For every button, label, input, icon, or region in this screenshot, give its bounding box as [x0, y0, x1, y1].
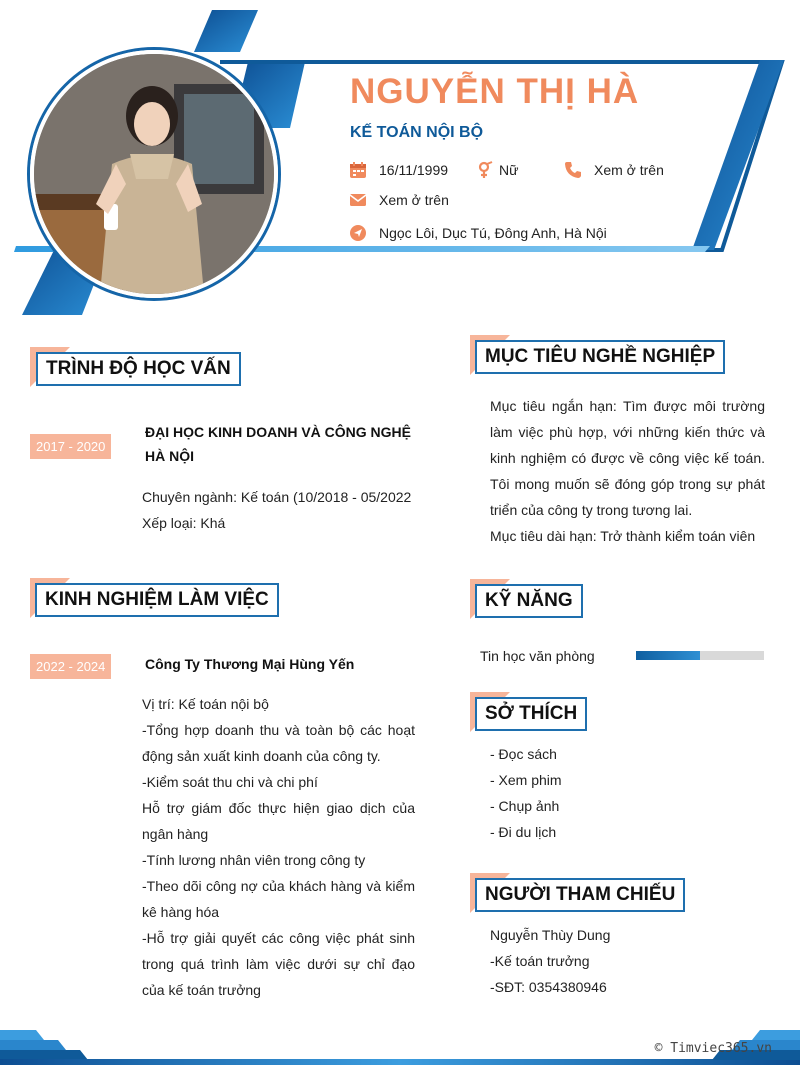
experience-company: Công Ty Thương Mại Hùng Yến — [145, 656, 355, 672]
skills-section-header — [470, 579, 590, 623]
education-section-header — [30, 347, 240, 391]
email-icon — [348, 190, 368, 210]
person-silhouette-icon — [34, 54, 274, 294]
profile-photo — [30, 50, 278, 298]
phone-icon — [563, 160, 583, 180]
references-heading: NGƯỜI THAM CHIẾU — [475, 878, 685, 912]
experience-date-tag: 2022 - 2024 — [30, 654, 111, 679]
skills-heading: KỸ NĂNG — [475, 584, 583, 618]
address-row — [348, 223, 607, 243]
objective-short-term: Mục tiêu ngắn hạn: Tìm được môi trường làm việc phù hợp, với những kiến thức và kinh nghiệm có được về công việc kế toán. Tôi mong muốn sẽ đóng góp trong sự phát triển của công ty trong tương lai. — [490, 398, 765, 518]
education-date-tag: 2017 - 2020 — [30, 434, 111, 459]
location-icon — [348, 223, 368, 243]
experience-line: -Tổng hợp doanh thu và toàn bộ các hoạt động sản xuất kinh doanh của công ty. — [142, 722, 415, 764]
email-value: Xem ở trên — [379, 192, 449, 208]
hobbies-section-header — [470, 692, 600, 736]
experience-line: Hỗ trợ giám đốc thực hiện giao dịch của ngân hàng — [142, 800, 415, 842]
hobby-item: - Đi du lịch — [490, 824, 557, 840]
reference-line: -Kế toán trưởng — [490, 953, 590, 969]
experience-line: -Theo dõi công nợ của khách hàng và kiểm kê hàng hóa — [142, 878, 415, 920]
skill-level-fill — [636, 651, 700, 660]
objective-long-term: Mục tiêu dài hạn: Trở thành kiểm toán viên — [490, 528, 756, 544]
birthdate-row — [348, 160, 448, 180]
phone-value: Xem ở trên — [594, 162, 664, 178]
education-school: ĐẠI HỌC KINH DOANH VÀ CÔNG NGHỆ HÀ NỘI — [145, 424, 412, 464]
experience-line: Vị trí: Kế toán nội bộ — [142, 696, 269, 712]
experience-heading: KINH NGHIỆM LÀM VIỆC — [35, 583, 279, 617]
gender-row — [475, 160, 518, 180]
skill-name: Tin học văn phòng — [480, 648, 595, 664]
watermark: © Timviec365.vn — [654, 1041, 772, 1056]
address-value: Ngọc Lôi, Dục Tú, Đông Anh, Hà Nội — [379, 225, 607, 241]
skill-level-bar — [636, 651, 764, 660]
email-row — [348, 190, 449, 210]
candidate-name: NGUYỄN THỊ HÀ — [350, 72, 640, 111]
hobbies-heading: SỞ THÍCH — [475, 697, 587, 731]
hobby-item: - Xem phim — [490, 772, 562, 788]
hobby-item: - Đọc sách — [490, 746, 557, 762]
birthdate-value: 16/11/1999 — [379, 162, 449, 178]
education-major: Chuyên ngành: Kế toán (10/2018 - 05/2022 — [142, 489, 412, 505]
phone-row — [563, 160, 664, 180]
candidate-job-title: KẾ TOÁN NỘI BỘ — [350, 124, 484, 141]
experience-section-header — [30, 578, 280, 622]
reference-line: -SĐT: 0354380946 — [490, 979, 607, 995]
objective-section-header — [470, 335, 730, 379]
hobby-item: - Chụp ảnh — [490, 798, 560, 814]
gender-icon — [475, 160, 495, 180]
experience-line: -Hỗ trợ giải quyết các công việc phát sinh trong quá trình làm việc dưới sự chỉ đạo của kế toán trưởng — [142, 930, 415, 998]
calendar-icon — [348, 160, 368, 180]
objective-heading: MỤC TIÊU NGHỀ NGHIỆP — [475, 340, 725, 374]
experience-line: -Kiểm soát thu chi và chi phí — [142, 774, 318, 790]
education-grade: Xếp loại: Khá — [142, 515, 226, 531]
references-section-header — [470, 873, 700, 917]
education-heading: TRÌNH ĐỘ HỌC VẤN — [36, 352, 241, 386]
experience-line: -Tính lương nhân viên trong công ty — [142, 852, 366, 868]
gender-value: Nữ — [499, 162, 519, 178]
reference-line: Nguyễn Thùy Dung — [490, 927, 611, 943]
